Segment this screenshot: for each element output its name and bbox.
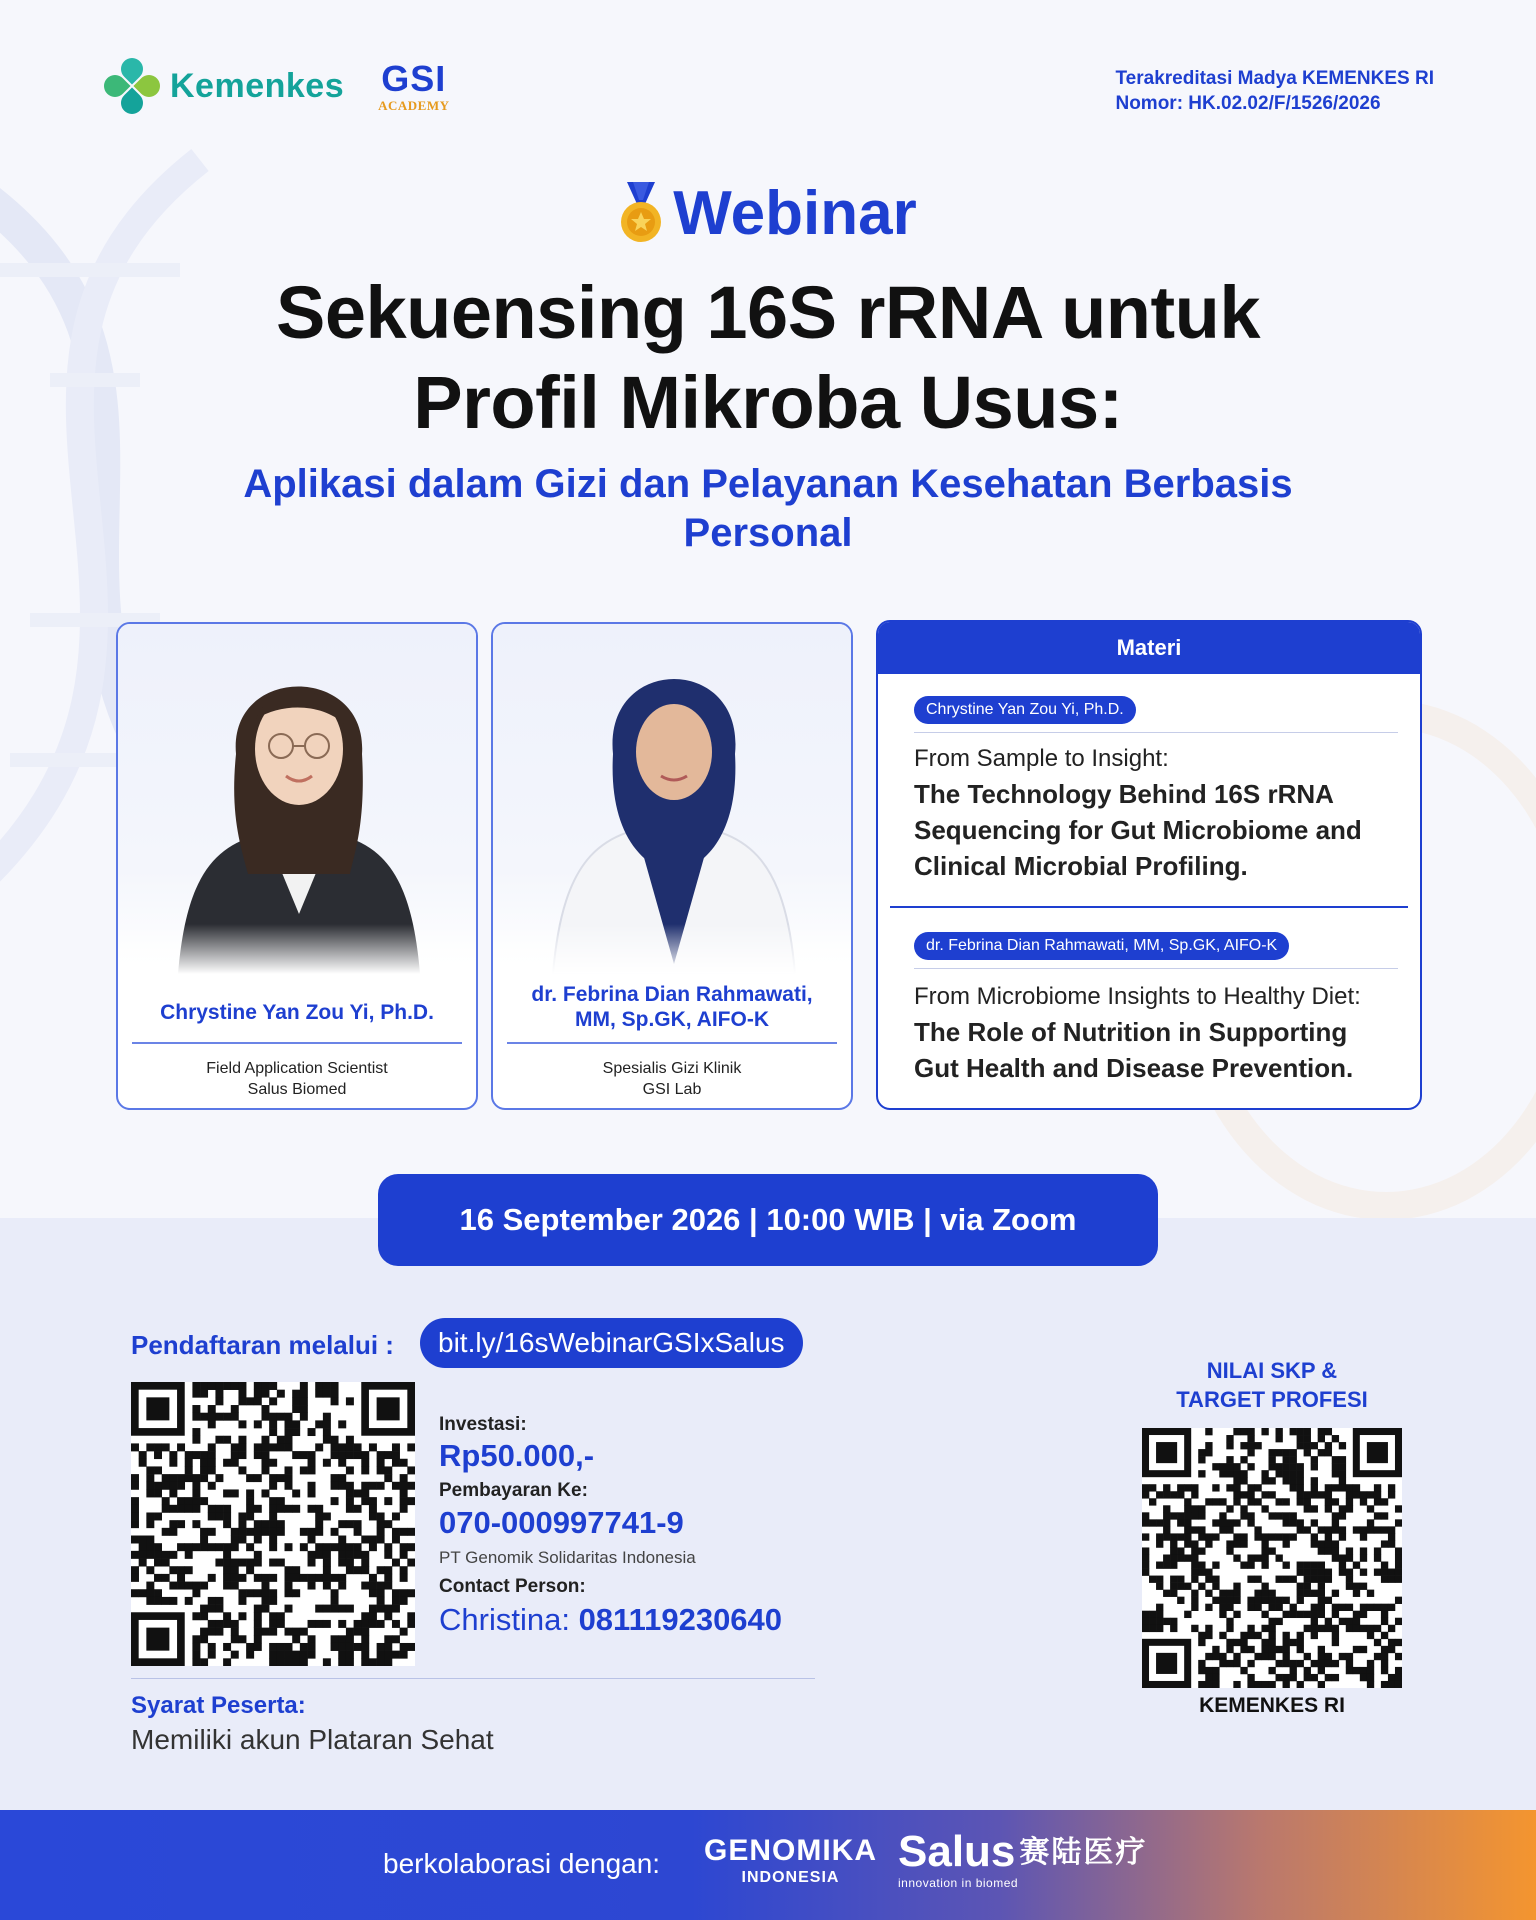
investasi-value: Rp50.000,- <box>439 1438 595 1473</box>
genomika-country: INDONESIA <box>741 1869 840 1886</box>
materi-speaker-badge: Chrystine Yan Zou Yi, Ph.D. <box>914 696 1136 724</box>
requirements-label: Syarat Peserta: <box>131 1692 306 1719</box>
contact-phone: 081119230640 <box>578 1602 783 1637</box>
speaker-name-line2: MM, Sp.GK, AIFO-K <box>574 1008 770 1031</box>
speaker-role <box>128 1058 466 1100</box>
contact-label: Contact Person: <box>439 1576 586 1597</box>
event-title-line2: Profil Mikroba Usus: <box>413 361 1123 444</box>
genomika-wordmark: GENOMIKA <box>704 1834 877 1867</box>
requirements-divider <box>131 1678 815 1679</box>
materi-topic-line1: The Role of Nutrition in Supporting <box>914 1017 1348 1047</box>
salus-wordmark-row <box>898 1827 1148 1876</box>
genomika-logo <box>704 1836 877 1886</box>
salus-chinese-name: 赛陆医疗 <box>1019 1836 1148 1869</box>
registration-label: Pendaftaran melalui : <box>131 1330 394 1360</box>
speaker-photo <box>493 624 851 974</box>
skp-caption: KEMENKES RI <box>1199 1694 1345 1717</box>
materi-speaker-badge: dr. Febrina Dian Rahmawati, MM, Sp.GK, AIFO-K <box>914 932 1289 960</box>
speaker-name: Chrystine Yan Zou Yi, Ph.D. <box>160 1001 434 1024</box>
accreditation-line1: Terakreditasi Madya KEMENKES RI <box>1115 68 1434 89</box>
speaker-divider <box>132 1042 462 1044</box>
speaker-card-febrina <box>491 622 853 1110</box>
event-subtitle-line2: Personal <box>683 511 853 555</box>
account-number: 070-000997741-9 <box>439 1505 684 1540</box>
materi-topic-line1: The Technology Behind 16S rRNA <box>914 779 1334 809</box>
speaker-role-org: Salus Biomed <box>247 1081 347 1098</box>
materi-thin-divider <box>914 732 1398 733</box>
webinar-label: Webinar <box>673 179 917 248</box>
kemenkes-flower-icon <box>104 58 160 114</box>
schedule-banner: 16 September 2026 | 10:00 WIB | via Zoom <box>378 1174 1158 1266</box>
event-subtitle-line1: Aplikasi dalam Gizi dan Pelayanan Kesehatan Berbasis <box>243 462 1293 506</box>
header-logos <box>104 58 450 114</box>
collaboration-label: berkolaborasi dengan: <box>383 1848 661 1879</box>
gsi-academy-logo <box>378 57 450 113</box>
requirements-value: Memiliki akun Plataran Sehat <box>131 1724 494 1755</box>
pembayaran-label: Pembayaran Ke: <box>439 1480 588 1501</box>
registration-qr-code[interactable] <box>131 1382 415 1666</box>
skp-qr-code[interactable] <box>1142 1428 1402 1688</box>
accreditation-number: Nomor: HK.02.02/F/1526/2026 <box>1115 93 1381 114</box>
speaker-portrait-placeholder <box>118 624 478 974</box>
salus-wordmark: Salus <box>898 1827 1016 1876</box>
materi-topic <box>914 1014 1404 1086</box>
contact-name: Christina: <box>439 1602 570 1637</box>
gsi-wordmark: GSI <box>381 57 447 99</box>
event-title-line1: Sekuensing 16S rRNA untuk <box>276 271 1260 354</box>
materi-intro: From Sample to Insight: <box>914 745 1169 772</box>
speaker-photo <box>118 624 476 974</box>
materi-intro: From Microbiome Insights to Healthy Diet: <box>914 983 1361 1010</box>
event-title <box>0 268 1536 448</box>
skp-title-line1: NILAI SKP & <box>1206 1358 1338 1383</box>
accreditation-info <box>1115 66 1434 116</box>
kemenkes-logo <box>104 58 344 114</box>
materi-topic <box>914 776 1404 884</box>
speaker-role-title: Spesialis Gizi Klinik <box>602 1060 742 1077</box>
kemenkes-wordmark: Kemenkes <box>170 66 345 105</box>
speaker-role-org: GSI Lab <box>642 1081 702 1098</box>
materi-topic-line3: Clinical Microbial Profiling. <box>914 851 1248 881</box>
speaker-role <box>503 1058 841 1100</box>
materi-divider <box>890 906 1408 908</box>
speaker-name-line1: dr. Febrina Dian Rahmawati, <box>531 983 813 1006</box>
materi-card <box>876 620 1422 1110</box>
gsi-academy-label: ACADEMY <box>378 97 450 113</box>
speaker-portrait-placeholder <box>493 624 853 974</box>
medal-icon <box>619 182 663 246</box>
registration-link[interactable]: bit.ly/16sWebinarGSIxSalus <box>420 1318 803 1368</box>
salus-tagline: innovation in biomed <box>898 1876 1019 1890</box>
materi-header: Materi <box>878 622 1420 674</box>
speaker-role-title: Field Application Scientist <box>206 1060 388 1077</box>
materi-topic-line2: Gut Health and Disease Prevention. <box>914 1053 1354 1083</box>
speaker-divider <box>507 1042 837 1044</box>
materi-topic-line2: Sequencing for Gut Microbiome and <box>914 815 1362 845</box>
speaker-card-chrystine <box>116 622 478 1110</box>
event-subtitle <box>150 460 1386 558</box>
speaker-name <box>503 982 841 1032</box>
skp-title-line2: TARGET PROFESI <box>1176 1387 1368 1412</box>
contact-person <box>439 1602 782 1638</box>
investasi-label: Investasi: <box>439 1414 527 1435</box>
materi-thin-divider <box>914 968 1398 969</box>
qr-code-icon <box>131 1382 415 1666</box>
salus-logo <box>898 1827 1148 1890</box>
company-name: PT Genomik Solidaritas Indonesia <box>439 1548 696 1567</box>
skp-title <box>1130 1356 1414 1414</box>
webinar-heading <box>0 178 1536 249</box>
qr-code-icon <box>1142 1428 1402 1688</box>
